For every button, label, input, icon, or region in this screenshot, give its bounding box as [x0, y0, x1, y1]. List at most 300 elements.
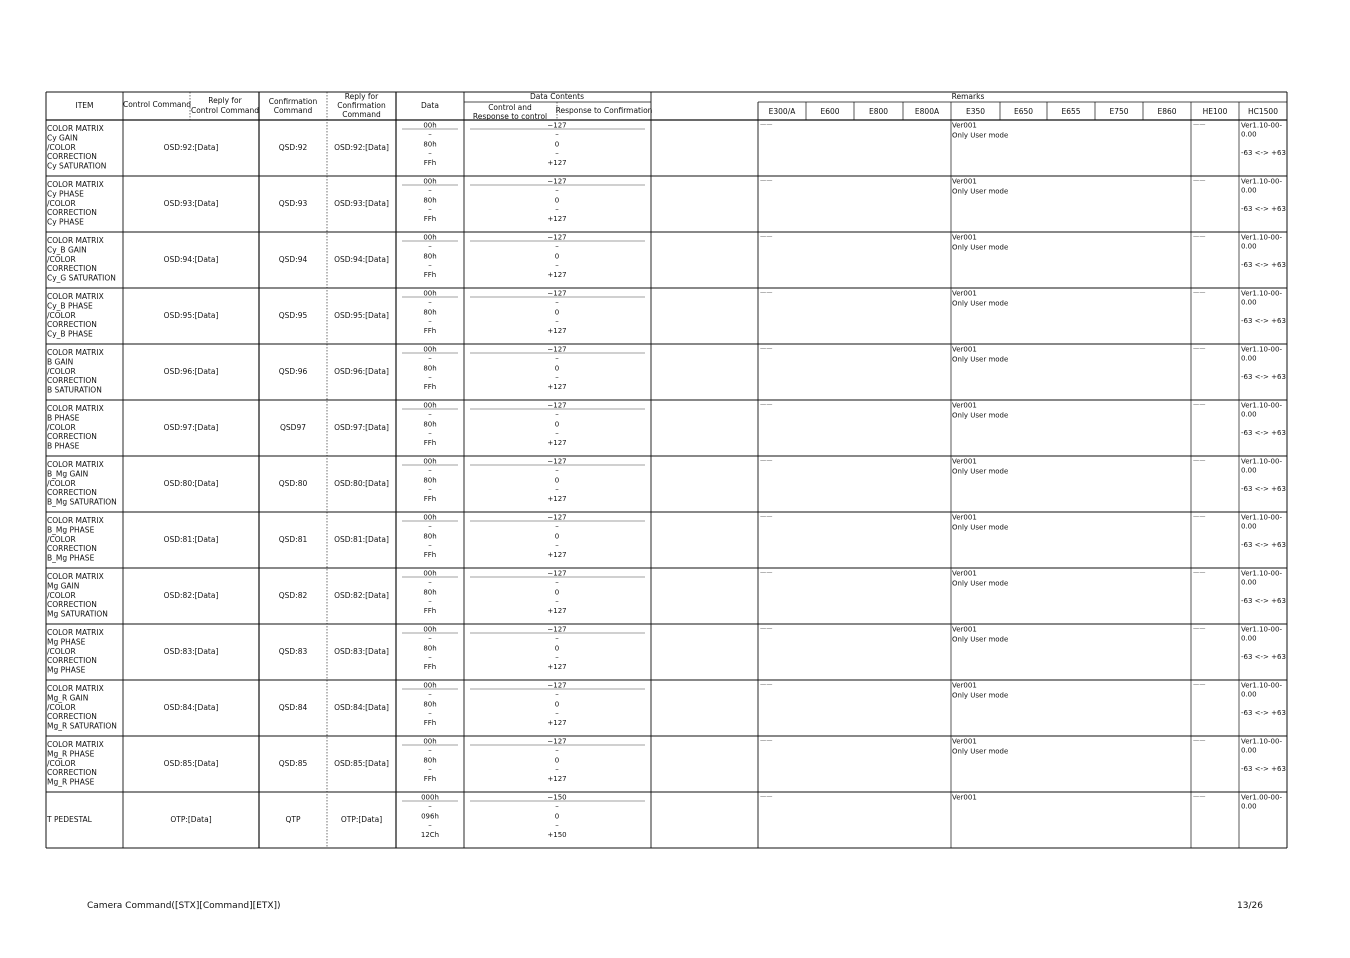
item-label: Mg_R GAIN	[47, 693, 89, 703]
contents-value: –	[555, 410, 559, 419]
data-value: 80h	[423, 252, 437, 261]
data-value: –	[428, 261, 432, 269]
data-value: FFh	[423, 271, 437, 279]
contents-value: –	[555, 242, 559, 251]
remark-hc1500: -63 <-> +63	[1241, 597, 1286, 605]
contents-value: 0	[554, 252, 560, 261]
data-value: FFh	[423, 775, 437, 783]
item-label: COLOR MATRIX	[47, 180, 104, 189]
data-value: 80h	[423, 532, 437, 541]
header-control-response: Response to control	[472, 112, 548, 121]
data-value: 00h	[423, 625, 437, 634]
contents-value: −127	[547, 737, 567, 746]
item-label: Cy_B PHASE	[47, 329, 93, 339]
header-model-e600: E600	[820, 107, 840, 116]
remark-hc1500: Ver1.10-00-	[1241, 345, 1282, 354]
header-reply-confirmation: Reply for	[344, 92, 379, 101]
reply-confirmation-command: OSD:92:[Data]	[334, 143, 389, 152]
item-label: Mg_R SATURATION	[47, 721, 117, 731]
item-label: Cy PHASE	[47, 189, 84, 199]
data-value: FFh	[423, 327, 437, 335]
contents-value: 0	[554, 644, 560, 653]
remark-he100: ——	[1193, 793, 1206, 800]
contents-value: 0	[554, 476, 560, 485]
remark-e300: ——	[760, 121, 773, 128]
remark-e300: ——	[760, 401, 773, 408]
item-label: COLOR MATRIX	[47, 628, 104, 637]
data-value: –	[428, 242, 432, 251]
data-value: FFh	[423, 663, 437, 671]
remark-he100: ——	[1193, 233, 1206, 240]
remark-e350: Ver001	[952, 289, 977, 298]
data-value: 00h	[423, 121, 437, 130]
remark-hc1500: 0.00	[1241, 298, 1257, 307]
data-value: 096h	[421, 812, 439, 821]
header-data-contents: Data Contents	[529, 92, 585, 101]
remark-hc1500: -63 <-> +63	[1241, 373, 1286, 381]
data-value: –	[428, 522, 432, 531]
item-label: /COLOR	[47, 534, 76, 544]
remark-e350: Only User mode	[952, 131, 1009, 140]
header-model-e750: E750	[1109, 107, 1129, 116]
header-item: ITEM	[75, 101, 94, 110]
remark-hc1500: -63 <-> +63	[1241, 205, 1286, 213]
data-value: 80h	[423, 196, 437, 205]
data-value: –	[428, 821, 432, 829]
remark-he100: ——	[1193, 401, 1206, 408]
remark-he100: ——	[1193, 569, 1206, 576]
data-value: 00h	[423, 177, 437, 186]
data-value: –	[428, 541, 432, 549]
remark-e300: ——	[760, 513, 773, 520]
remark-e350: Only User mode	[952, 355, 1009, 364]
item-label: /COLOR	[47, 478, 76, 488]
contents-value: –	[555, 522, 559, 531]
data-value: –	[428, 186, 432, 195]
header-model-e655: E655	[1061, 107, 1081, 116]
data-value: –	[428, 578, 432, 587]
contents-value: 0	[554, 812, 560, 821]
remark-e350: Ver001	[952, 177, 977, 186]
remark-e300: ——	[760, 345, 773, 352]
remark-hc1500: 0.00	[1241, 130, 1257, 139]
remark-e350: Ver001	[952, 737, 977, 746]
contents-value: –	[555, 821, 559, 829]
reply-confirmation-command: OSD:84:[Data]	[334, 703, 389, 712]
remark-e350: Ver001	[952, 513, 977, 522]
data-value: –	[428, 373, 432, 381]
item-label: CORRECTION	[47, 768, 97, 778]
item-label: Cy_G SATURATION	[47, 273, 116, 283]
confirmation-command: QSD:80	[278, 479, 308, 488]
data-value: –	[428, 485, 432, 493]
contents-value: –	[555, 186, 559, 195]
item-label: /COLOR	[47, 254, 76, 264]
remark-e300: ——	[760, 625, 773, 632]
confirmation-command: QSD:82	[278, 591, 308, 600]
item-label: COLOR MATRIX	[47, 460, 104, 469]
item-label: COLOR MATRIX	[47, 684, 104, 693]
data-value: –	[428, 709, 432, 717]
reply-confirmation-command: OSD:82:[Data]	[334, 591, 389, 600]
item-label: /COLOR	[47, 590, 76, 600]
reply-confirmation-command: OSD:93:[Data]	[334, 199, 389, 208]
item-label: B GAIN	[47, 357, 74, 367]
contents-value: −127	[547, 121, 567, 130]
item-label: /COLOR	[47, 422, 76, 432]
item-label: COLOR MATRIX	[47, 236, 104, 245]
contents-value: –	[555, 429, 559, 437]
item-label: COLOR MATRIX	[47, 740, 104, 749]
contents-value: −127	[547, 681, 567, 690]
reply-confirmation-command: OSD:97:[Data]	[334, 423, 389, 432]
contents-value: +127	[547, 663, 567, 671]
remark-hc1500: 0.00	[1241, 242, 1257, 251]
control-command: OSD:81:[Data]	[163, 535, 219, 544]
remark-hc1500: Ver1.10-00-	[1241, 625, 1282, 634]
confirmation-command: QSD:95	[278, 311, 308, 320]
data-value: –	[428, 634, 432, 643]
remark-e350: Only User mode	[952, 635, 1009, 644]
remark-he100: ——	[1193, 177, 1206, 184]
item-label: B_Mg PHASE	[47, 525, 95, 535]
data-value: FFh	[423, 159, 437, 167]
data-value: –	[428, 690, 432, 699]
item-label: Mg_R PHASE	[47, 777, 95, 787]
contents-value: +127	[547, 495, 567, 503]
contents-value: +127	[547, 607, 567, 615]
item-label: CORRECTION	[47, 488, 97, 498]
control-command: OSD:84:[Data]	[163, 703, 219, 712]
header-control-response: Control and	[488, 103, 532, 112]
contents-value: +127	[547, 551, 567, 559]
data-value: –	[428, 597, 432, 605]
remark-he100: ——	[1193, 121, 1206, 128]
header-model-e650: E650	[1013, 107, 1034, 116]
item-label: B PHASE	[47, 441, 80, 451]
confirmation-command: QSD:81	[278, 535, 308, 544]
data-value: FFh	[423, 383, 437, 391]
remark-hc1500: Ver1.10-00-	[1241, 233, 1282, 242]
remark-e300: ——	[760, 737, 773, 744]
header-reply-confirmation: Confirmation	[337, 101, 386, 110]
confirmation-command: QSD:93	[278, 199, 308, 208]
data-value: 80h	[423, 588, 437, 597]
remark-hc1500: -63 <-> +63	[1241, 261, 1286, 269]
remark-he100: ——	[1193, 513, 1206, 520]
item-label: Mg_R PHASE	[47, 749, 95, 759]
item-label: T PEDESTAL	[47, 815, 92, 824]
data-value: FFh	[423, 551, 437, 559]
confirmation-command: QSD:96	[278, 367, 308, 376]
remark-hc1500: 0.00	[1241, 746, 1257, 755]
data-value: 00h	[423, 737, 437, 746]
contents-value: –	[555, 485, 559, 493]
data-value: –	[428, 410, 432, 419]
data-value: –	[428, 130, 432, 139]
contents-value: –	[555, 746, 559, 755]
remark-e350: Only User mode	[952, 691, 1009, 700]
data-value: 000h	[421, 793, 439, 802]
remark-e350: Ver001	[952, 625, 977, 634]
contents-value: +127	[547, 383, 567, 391]
remark-hc1500: 0.00	[1241, 522, 1257, 531]
remark-e350: Ver001	[952, 681, 977, 690]
item-label: /COLOR	[47, 758, 76, 768]
remark-hc1500: 0.00	[1241, 802, 1257, 811]
remark-e350: Ver001	[952, 457, 977, 466]
confirmation-command: QTP	[285, 815, 301, 824]
remark-e300: ——	[760, 681, 773, 688]
remark-hc1500: 0.00	[1241, 466, 1257, 475]
contents-value: –	[555, 317, 559, 325]
remark-e350: Ver001	[952, 121, 977, 130]
item-label: COLOR MATRIX	[47, 348, 104, 357]
remark-e300: ——	[760, 569, 773, 576]
reply-confirmation-command: OSD:85:[Data]	[334, 759, 389, 768]
control-command: OSD:82:[Data]	[163, 591, 219, 600]
data-value: 80h	[423, 476, 437, 485]
remark-hc1500: -63 <-> +63	[1241, 317, 1286, 325]
item-label: CORRECTION	[47, 544, 97, 554]
remark-e350: Ver001	[952, 401, 977, 410]
item-label: CORRECTION	[47, 432, 97, 442]
contents-value: –	[555, 149, 559, 157]
header-control-command: Control Command	[122, 100, 192, 109]
contents-value: −127	[547, 569, 567, 578]
item-label: CORRECTION	[47, 656, 97, 666]
data-value: –	[428, 317, 432, 325]
data-value: 80h	[423, 308, 437, 317]
confirmation-command: QSD:92	[278, 143, 308, 152]
item-label: CORRECTION	[47, 152, 97, 162]
remark-hc1500: 0.00	[1241, 578, 1257, 587]
item-label: COLOR MATRIX	[47, 572, 104, 581]
header-model-e350: E350	[965, 107, 986, 116]
data-value: 00h	[423, 457, 437, 466]
data-value: –	[428, 765, 432, 773]
contents-value: +127	[547, 327, 567, 335]
header-model-e800a: E800A	[914, 107, 940, 116]
contents-value: −127	[547, 401, 567, 410]
contents-value: –	[555, 634, 559, 643]
remark-hc1500: Ver1.10-00-	[1241, 513, 1282, 522]
item-label: Mg PHASE	[47, 637, 86, 647]
data-value: 00h	[423, 401, 437, 410]
confirmation-command: QSD:83	[278, 647, 308, 656]
remark-hc1500: -63 <-> +63	[1241, 653, 1286, 661]
contents-value: +127	[547, 719, 567, 727]
data-value: –	[428, 149, 432, 157]
remark-hc1500: 0.00	[1241, 186, 1257, 195]
contents-value: +127	[547, 271, 567, 279]
data-value: 80h	[423, 644, 437, 653]
data-value: 80h	[423, 756, 437, 765]
contents-value: −127	[547, 513, 567, 522]
contents-value: 0	[554, 308, 560, 317]
header-model-e860: E860	[1157, 107, 1177, 116]
remark-hc1500: 0.00	[1241, 354, 1257, 363]
remark-e350: Only User mode	[952, 523, 1009, 532]
contents-value: 0	[554, 756, 560, 765]
reply-confirmation-command: OTP:[Data]	[340, 815, 383, 824]
contents-value: −127	[547, 289, 567, 298]
data-value: 00h	[423, 681, 437, 690]
header-remarks: Remarks	[951, 92, 985, 101]
contents-value: 0	[554, 588, 560, 597]
remark-hc1500: Ver1.10-00-	[1241, 401, 1282, 410]
contents-value: –	[555, 205, 559, 213]
item-label: Cy_B GAIN	[47, 245, 87, 255]
remark-he100: ——	[1193, 457, 1206, 464]
item-label: Cy SATURATION	[47, 161, 107, 171]
data-value: –	[428, 746, 432, 755]
remark-e300: ——	[760, 177, 773, 184]
contents-value: −127	[547, 233, 567, 242]
control-command: OSD:97:[Data]	[163, 423, 219, 432]
remark-e350: Only User mode	[952, 467, 1009, 476]
control-command: OSD:85:[Data]	[163, 759, 219, 768]
remark-hc1500: Ver1.10-00-	[1241, 289, 1282, 298]
item-label: CORRECTION	[47, 376, 97, 386]
item-label: Mg GAIN	[47, 581, 80, 591]
contents-value: +150	[547, 831, 567, 839]
item-label: Cy PHASE	[47, 217, 84, 227]
contents-value: 0	[554, 364, 560, 373]
data-value: FFh	[423, 495, 437, 503]
data-value: 00h	[423, 233, 437, 242]
confirmation-command: QSD:84	[278, 703, 308, 712]
header-model-e300a: E300/A	[768, 107, 796, 116]
remark-hc1500: Ver1.00-00-	[1241, 793, 1282, 802]
header-model-hc1500: HC1500	[1248, 107, 1278, 116]
contents-value: –	[555, 578, 559, 587]
contents-value: 0	[554, 532, 560, 541]
item-label: B_Mg PHASE	[47, 553, 95, 563]
item-label: /COLOR	[47, 198, 76, 208]
remark-e350: Only User mode	[952, 299, 1009, 308]
remark-e350: Only User mode	[952, 579, 1009, 588]
remark-e300: ——	[760, 793, 773, 800]
data-value: 80h	[423, 140, 437, 149]
contents-value: –	[555, 373, 559, 381]
contents-value: +127	[547, 215, 567, 223]
remark-hc1500: Ver1.10-00-	[1241, 737, 1282, 746]
remark-he100: ——	[1193, 625, 1206, 632]
contents-value: +127	[547, 159, 567, 167]
contents-value: –	[555, 130, 559, 139]
data-value: FFh	[423, 215, 437, 223]
header-model-e800: E800	[868, 107, 889, 116]
contents-value: –	[555, 466, 559, 475]
remark-he100: ——	[1193, 681, 1206, 688]
remark-e350: Only User mode	[952, 747, 1009, 756]
item-label: Mg SATURATION	[47, 609, 108, 619]
contents-value: –	[555, 653, 559, 661]
remark-e350: Ver001	[952, 345, 977, 354]
item-label: COLOR MATRIX	[47, 404, 104, 413]
remark-e350: Only User mode	[952, 243, 1009, 252]
remark-he100: ——	[1193, 345, 1206, 352]
header-confirmation: Confirmation	[268, 97, 318, 106]
contents-value: +127	[547, 439, 567, 447]
data-value: FFh	[423, 439, 437, 447]
remark-hc1500: -63 <-> +63	[1241, 485, 1286, 493]
contents-value: 0	[554, 140, 560, 149]
contents-value: –	[555, 709, 559, 717]
remark-hc1500: -63 <-> +63	[1241, 541, 1286, 549]
remark-hc1500: 0.00	[1241, 634, 1257, 643]
item-label: COLOR MATRIX	[47, 292, 104, 301]
data-value: 00h	[423, 345, 437, 354]
item-label: Cy_B PHASE	[47, 301, 93, 311]
remark-hc1500: -63 <-> +63	[1241, 709, 1286, 717]
remark-hc1500: Ver1.10-00-	[1241, 569, 1282, 578]
reply-confirmation-command: OSD:94:[Data]	[334, 255, 389, 264]
data-value: –	[428, 466, 432, 475]
contents-value: −127	[547, 625, 567, 634]
contents-value: +127	[547, 775, 567, 783]
confirmation-command: QSD:85	[278, 759, 308, 768]
header-response-confirmation: Response to Confirmation	[555, 106, 653, 115]
footer-page-number: 13/26	[1237, 901, 1263, 911]
data-value: –	[428, 205, 432, 213]
control-command: OTP:[Data]	[170, 815, 212, 824]
header-confirmation: Command	[273, 106, 313, 115]
data-value: 00h	[423, 289, 437, 298]
contents-value: 0	[554, 196, 560, 205]
item-label: B SATURATION	[47, 385, 102, 395]
item-label: /COLOR	[47, 646, 76, 656]
remark-hc1500: Ver1.10-00-	[1241, 177, 1282, 186]
data-value: 00h	[423, 569, 437, 578]
item-label: B_Mg SATURATION	[47, 497, 117, 507]
contents-value: –	[555, 354, 559, 363]
contents-value: −150	[547, 793, 567, 802]
reply-confirmation-command: OSD:81:[Data]	[334, 535, 389, 544]
item-label: Mg PHASE	[47, 665, 86, 675]
remark-e350: Only User mode	[952, 411, 1009, 420]
header-data: Data	[421, 101, 439, 110]
contents-value: −127	[547, 345, 567, 354]
item-label: /COLOR	[47, 142, 76, 152]
control-command: OSD:83:[Data]	[163, 647, 219, 656]
reply-confirmation-command: OSD:95:[Data]	[334, 311, 389, 320]
item-label: CORRECTION	[47, 712, 97, 722]
reply-confirmation-command: OSD:96:[Data]	[334, 367, 389, 376]
contents-value: –	[555, 765, 559, 773]
remark-e350: Ver001	[952, 569, 977, 578]
contents-value: –	[555, 261, 559, 269]
item-label: Cy GAIN	[47, 133, 78, 143]
contents-value: −127	[547, 457, 567, 466]
data-value: –	[428, 653, 432, 661]
remark-e300: ——	[760, 233, 773, 240]
confirmation-command: QSD:94	[278, 255, 308, 264]
data-value: FFh	[423, 719, 437, 727]
item-label: CORRECTION	[47, 208, 97, 218]
item-label: CORRECTION	[47, 600, 97, 610]
remark-e350: Ver001	[952, 233, 977, 242]
remark-e350: Only User mode	[952, 187, 1009, 196]
control-command: OSD:93:[Data]	[163, 199, 219, 208]
remark-e300: ——	[760, 457, 773, 464]
data-value: –	[428, 429, 432, 437]
item-label: /COLOR	[47, 702, 76, 712]
data-value: 80h	[423, 420, 437, 429]
control-command: OSD:80:[Data]	[163, 479, 219, 488]
contents-value: –	[555, 541, 559, 549]
